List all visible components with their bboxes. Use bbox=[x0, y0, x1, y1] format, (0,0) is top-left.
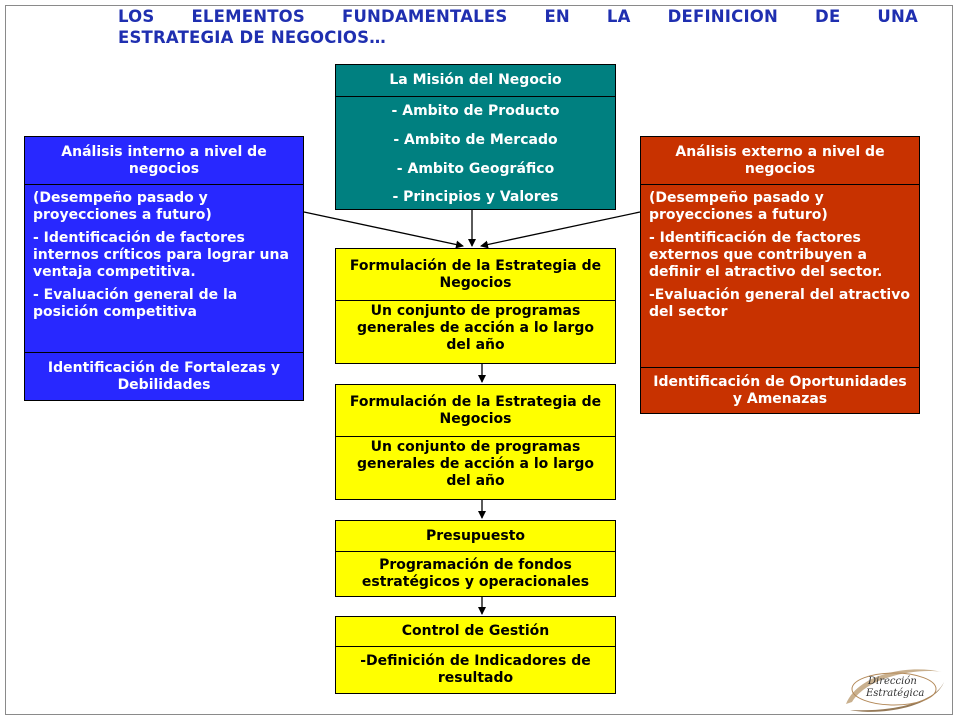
formulation-1-header: Formulación de la Estrategia de Negocios bbox=[336, 249, 615, 301]
logo-text-line-2: Estratégica bbox=[866, 688, 925, 699]
mission-item: - Principios y Valores bbox=[392, 189, 559, 205]
budget-header: Presupuesto bbox=[336, 521, 615, 552]
internal-body-text: (Desempeño pasado y proyecciones a futuro) bbox=[33, 190, 212, 223]
budget-body: Programación de fondos estratégicos y operacionales bbox=[361, 557, 590, 590]
mission-item: - Ambito de Mercado bbox=[393, 132, 558, 148]
formulation-2-body: Un conjunto de programas generales de acción a lo largo del año bbox=[357, 439, 594, 489]
mission-item: - Ambito Geográfico bbox=[396, 161, 555, 177]
direccion-estrategica-logo bbox=[838, 660, 948, 716]
external-footer: Identificación de Oportunidades y Amenazas bbox=[653, 373, 907, 407]
external-body-text: -Evaluación general del atractivo del sector bbox=[649, 287, 910, 320]
logo-text-line-1: Dirección bbox=[868, 676, 917, 687]
internal-body-text: - Identificación de factores internos críticos para lograr una ventaja competitiva. bbox=[33, 230, 289, 280]
title-line-1: LOS ELEMENTOS FUNDAMENTALES EN LA DEFINICION DE UNA bbox=[118, 7, 918, 26]
external-header: Análisis externo a nivel de negocios bbox=[641, 137, 919, 185]
internal-body-text: - Evaluación general de la posición competitiva bbox=[33, 287, 238, 320]
mission-header: La Misión del Negocio bbox=[336, 65, 615, 97]
title-line-2: ESTRATEGIA DE NEGOCIOS… bbox=[118, 28, 386, 47]
mission-item: - Ambito de Producto bbox=[391, 103, 560, 119]
control-header: Control de Gestión bbox=[336, 617, 615, 647]
external-body-text: - Identificación de factores externos que contribuyen a definir el atractivo del sector. bbox=[649, 230, 883, 280]
internal-footer: Identificación de Fortalezas y Debilidades bbox=[47, 359, 281, 393]
external-body-text: (Desempeño pasado y proyecciones a futuro) bbox=[649, 190, 828, 223]
formulation-1-body: Un conjunto de programas generales de acción a lo largo del año bbox=[357, 303, 594, 353]
internal-header: Análisis interno a nivel de negocios bbox=[25, 137, 303, 185]
control-body: -Definición de Indicadores de resultado bbox=[360, 653, 591, 686]
formulation-2-header: Formulación de la Estrategia de Negocios bbox=[336, 385, 615, 437]
arrow-external-to-formulation bbox=[481, 212, 640, 246]
arrow-internal-to-formulation bbox=[304, 212, 463, 246]
